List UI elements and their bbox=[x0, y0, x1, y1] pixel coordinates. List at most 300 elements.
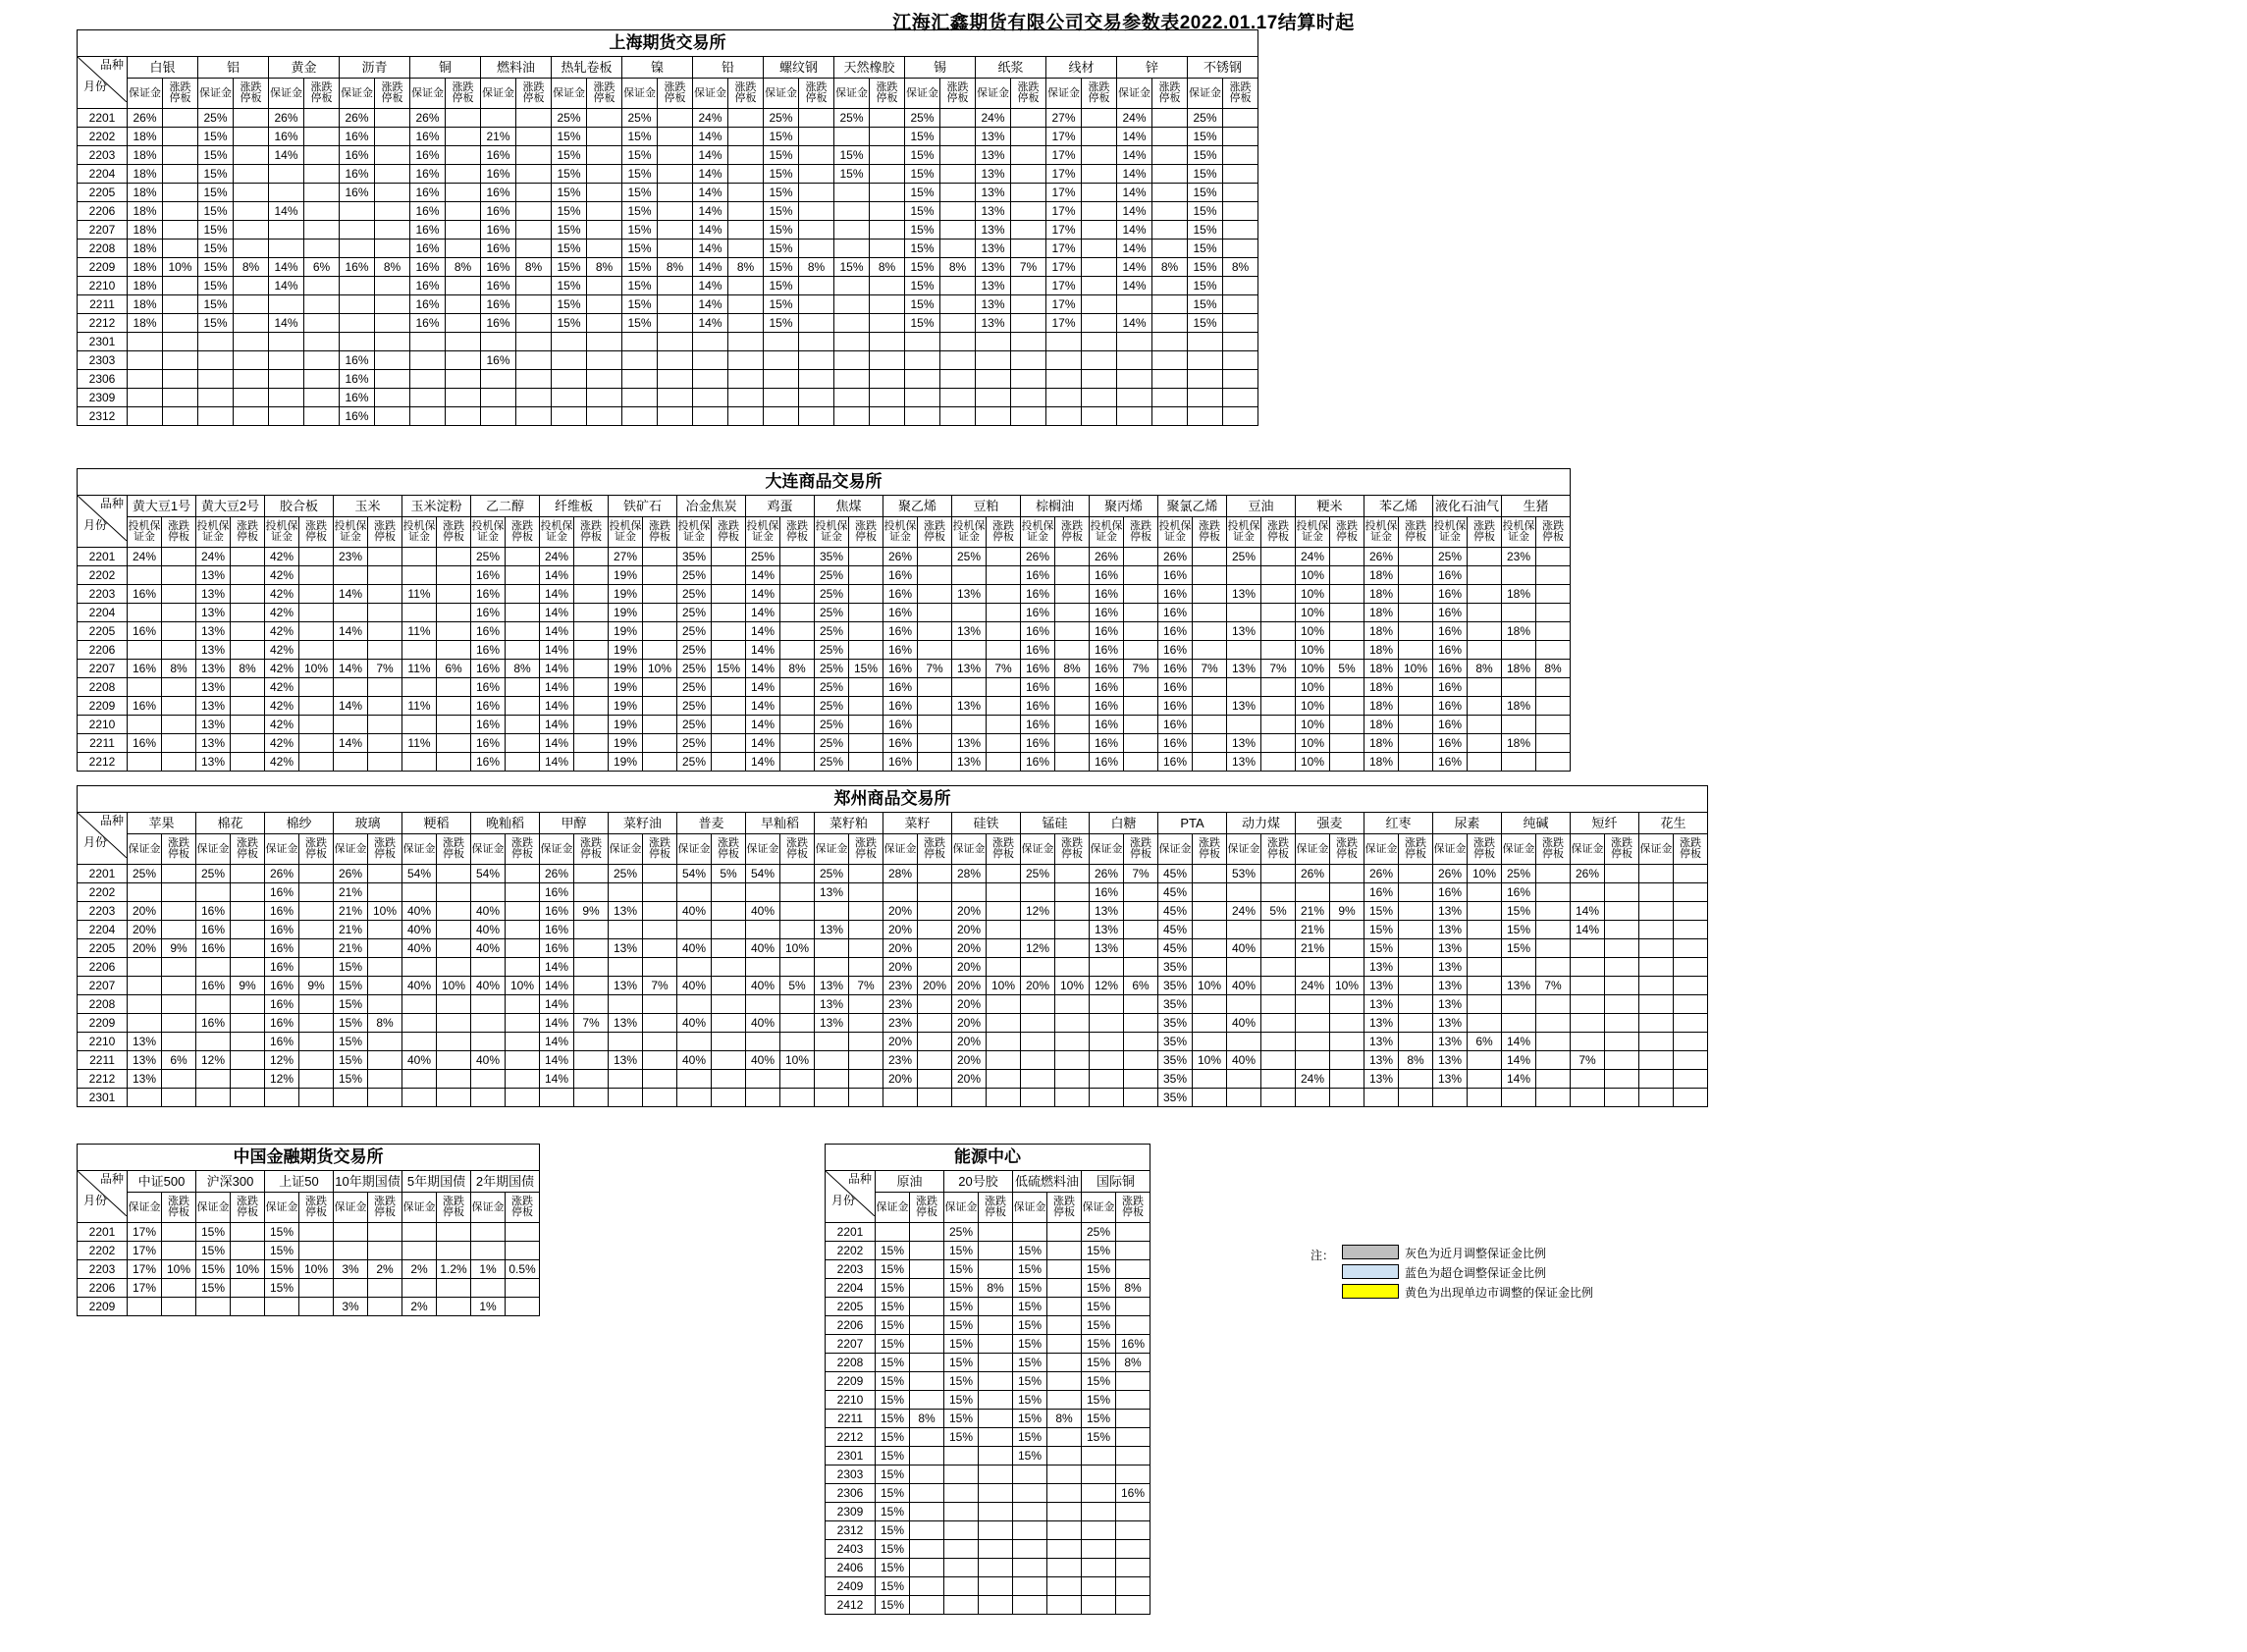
sub-header-limit: 涨跌 停板 bbox=[979, 1193, 1013, 1223]
value-cell bbox=[552, 389, 587, 407]
value-cell: 15% bbox=[905, 314, 940, 333]
value-cell bbox=[196, 1070, 231, 1089]
value-cell bbox=[1605, 883, 1639, 902]
value-cell bbox=[1468, 641, 1502, 660]
value-cell bbox=[587, 128, 622, 146]
value-cell bbox=[437, 548, 471, 566]
product-header: 豆粕 bbox=[952, 496, 1021, 517]
value-cell bbox=[437, 1242, 471, 1260]
value-cell bbox=[1571, 958, 1605, 977]
month-cell: 2303 bbox=[826, 1465, 876, 1484]
value-cell bbox=[269, 221, 304, 240]
value-cell bbox=[643, 678, 677, 697]
value-cell bbox=[1193, 585, 1227, 604]
value-cell: 16% bbox=[196, 939, 231, 958]
value-cell bbox=[622, 370, 658, 389]
value-cell: 16% bbox=[471, 753, 506, 772]
value-cell bbox=[940, 240, 976, 258]
value-cell bbox=[437, 734, 471, 753]
value-cell bbox=[1090, 1089, 1124, 1107]
value-cell: 13% bbox=[609, 939, 643, 958]
value-cell bbox=[128, 351, 163, 370]
value-cell: 16% bbox=[471, 697, 506, 716]
value-cell: 16% bbox=[1158, 697, 1193, 716]
value-cell: 42% bbox=[265, 660, 299, 678]
value-cell: 16% bbox=[1433, 566, 1468, 585]
value-cell bbox=[299, 1223, 334, 1242]
value-cell bbox=[162, 622, 196, 641]
value-cell: 14% bbox=[1502, 1033, 1536, 1051]
value-cell bbox=[446, 202, 481, 221]
month-cell: 2202 bbox=[78, 1242, 128, 1260]
value-cell bbox=[1082, 295, 1117, 314]
table-row bbox=[78, 184, 1258, 202]
value-cell: 16% bbox=[883, 641, 918, 660]
value-cell bbox=[299, 1070, 334, 1089]
sub-header-limit: 涨跌 停板 bbox=[1082, 79, 1117, 109]
value-cell bbox=[1152, 165, 1188, 184]
value-cell bbox=[402, 1223, 437, 1242]
value-cell bbox=[1046, 407, 1082, 426]
value-cell bbox=[231, 1070, 265, 1089]
value-cell bbox=[849, 1014, 883, 1033]
value-cell: 25% bbox=[677, 622, 712, 641]
value-cell bbox=[905, 333, 940, 351]
value-cell bbox=[944, 1484, 979, 1503]
value-cell bbox=[299, 566, 334, 585]
value-cell bbox=[728, 407, 764, 426]
value-cell bbox=[1399, 734, 1433, 753]
table-row bbox=[78, 660, 1571, 678]
value-cell bbox=[1011, 240, 1046, 258]
sub-header-limit: 涨跌 停板 bbox=[1536, 834, 1571, 865]
value-cell bbox=[163, 389, 198, 407]
value-cell: 24% bbox=[1296, 1070, 1330, 1089]
value-cell: 16% bbox=[1116, 1335, 1150, 1354]
value-cell: 20% bbox=[952, 1070, 987, 1089]
value-cell bbox=[1605, 939, 1639, 958]
value-cell bbox=[1124, 995, 1158, 1014]
value-cell: 25% bbox=[815, 566, 849, 585]
product-header: 纯碱 bbox=[1502, 813, 1571, 834]
legend-item bbox=[1342, 1264, 1593, 1281]
table-row bbox=[78, 921, 1708, 939]
value-cell: 10% bbox=[299, 1260, 334, 1279]
value-cell bbox=[437, 883, 471, 902]
value-cell bbox=[987, 883, 1021, 902]
value-cell bbox=[231, 1033, 265, 1051]
value-cell bbox=[1330, 1089, 1364, 1107]
value-cell: 16% bbox=[410, 314, 446, 333]
sub-header-margin: 保证金 bbox=[1296, 834, 1330, 865]
value-cell bbox=[1116, 1316, 1150, 1335]
value-cell: 17% bbox=[1046, 314, 1082, 333]
value-cell bbox=[162, 1033, 196, 1051]
product-header: 硅铁 bbox=[952, 813, 1021, 834]
value-cell: 13% bbox=[1227, 622, 1261, 641]
value-cell: 15% bbox=[764, 165, 799, 184]
value-cell bbox=[979, 1596, 1013, 1615]
value-cell bbox=[234, 407, 269, 426]
value-cell: 14% bbox=[1117, 314, 1152, 333]
value-cell: 17% bbox=[1046, 295, 1082, 314]
value-cell: 19% bbox=[609, 716, 643, 734]
value-cell bbox=[1116, 1559, 1150, 1577]
value-cell bbox=[1674, 865, 1708, 883]
value-cell bbox=[368, 921, 402, 939]
value-cell bbox=[1223, 370, 1258, 389]
value-cell: 14% bbox=[746, 660, 780, 678]
value-cell: 15% bbox=[944, 1260, 979, 1279]
value-cell: 18% bbox=[1364, 660, 1399, 678]
value-cell bbox=[234, 221, 269, 240]
value-cell bbox=[506, 1089, 540, 1107]
value-cell bbox=[780, 678, 815, 697]
value-cell: 7% bbox=[368, 660, 402, 678]
value-cell: 15% bbox=[876, 1354, 910, 1372]
value-cell bbox=[437, 1279, 471, 1298]
value-cell bbox=[918, 678, 952, 697]
value-cell bbox=[643, 585, 677, 604]
value-cell bbox=[506, 1279, 540, 1298]
value-cell: 25% bbox=[677, 734, 712, 753]
value-cell: 14% bbox=[746, 734, 780, 753]
value-cell bbox=[506, 1014, 540, 1033]
value-cell: 15% bbox=[876, 1372, 910, 1391]
value-cell: 12% bbox=[265, 1070, 299, 1089]
value-cell bbox=[1046, 333, 1082, 351]
sub-header-limit: 涨跌 停板 bbox=[1674, 834, 1708, 865]
value-cell: 15% bbox=[1188, 240, 1223, 258]
value-cell: 15% bbox=[622, 146, 658, 165]
value-cell bbox=[1152, 333, 1188, 351]
value-cell: 16% bbox=[1433, 697, 1468, 716]
product-header: 菜籽油 bbox=[609, 813, 677, 834]
value-cell bbox=[693, 407, 728, 426]
month-cell: 2211 bbox=[826, 1410, 876, 1428]
value-cell bbox=[1013, 1503, 1047, 1521]
value-cell: 16% bbox=[410, 221, 446, 240]
value-cell: 10% bbox=[780, 939, 815, 958]
value-cell: 16% bbox=[269, 128, 304, 146]
value-cell bbox=[437, 1014, 471, 1033]
value-cell bbox=[128, 958, 162, 977]
value-cell bbox=[849, 622, 883, 641]
value-cell bbox=[437, 865, 471, 883]
value-cell bbox=[1188, 370, 1223, 389]
value-cell bbox=[918, 1070, 952, 1089]
value-cell bbox=[1261, 958, 1296, 977]
value-cell bbox=[574, 678, 609, 697]
value-cell: 16% bbox=[883, 734, 918, 753]
value-cell bbox=[437, 1070, 471, 1089]
value-cell bbox=[870, 240, 905, 258]
sub-header-margin: 保证金 bbox=[410, 79, 446, 109]
value-cell bbox=[128, 1298, 162, 1316]
value-cell: 16% bbox=[481, 258, 516, 277]
value-cell bbox=[1011, 128, 1046, 146]
value-cell: 15% bbox=[1188, 146, 1223, 165]
sub-header-margin: 投机保 证金 bbox=[1227, 517, 1261, 548]
value-cell: 16% bbox=[1158, 641, 1193, 660]
value-cell bbox=[304, 146, 340, 165]
value-cell bbox=[1223, 221, 1258, 240]
value-cell: 18% bbox=[1502, 660, 1536, 678]
table-row bbox=[826, 1298, 1150, 1316]
value-cell: 15% bbox=[1188, 184, 1223, 202]
value-cell: 42% bbox=[265, 641, 299, 660]
value-cell bbox=[1399, 958, 1433, 977]
value-cell bbox=[299, 1033, 334, 1051]
sub-header-margin: 保证金 bbox=[552, 79, 587, 109]
value-cell bbox=[471, 883, 506, 902]
value-cell: 19% bbox=[609, 660, 643, 678]
value-cell bbox=[299, 585, 334, 604]
value-cell bbox=[712, 566, 746, 585]
month-cell: 2212 bbox=[78, 314, 128, 333]
value-cell bbox=[1055, 1014, 1090, 1033]
value-cell: 14% bbox=[540, 1014, 574, 1033]
sub-header-margin: 保证金 bbox=[1158, 834, 1193, 865]
value-cell bbox=[918, 753, 952, 772]
value-cell bbox=[849, 753, 883, 772]
value-cell bbox=[234, 165, 269, 184]
value-cell bbox=[516, 146, 552, 165]
value-cell bbox=[658, 351, 693, 370]
value-cell: 14% bbox=[693, 221, 728, 240]
value-cell: 25% bbox=[677, 660, 712, 678]
value-cell: 7% bbox=[1124, 660, 1158, 678]
value-cell bbox=[231, 697, 265, 716]
value-cell: 20% bbox=[883, 902, 918, 921]
value-cell: 16% bbox=[340, 370, 375, 389]
value-cell bbox=[979, 1223, 1013, 1242]
value-cell: 18% bbox=[1364, 641, 1399, 660]
value-cell: 16% bbox=[1021, 622, 1055, 641]
value-cell: 25% bbox=[815, 865, 849, 883]
value-cell bbox=[446, 295, 481, 314]
product-header: 动力煤 bbox=[1227, 813, 1296, 834]
value-cell: 28% bbox=[952, 865, 987, 883]
value-cell: 16% bbox=[265, 939, 299, 958]
value-cell bbox=[304, 165, 340, 184]
value-cell: 15% bbox=[876, 1391, 910, 1410]
product-header: 聚乙烯 bbox=[883, 496, 952, 517]
value-cell bbox=[979, 1354, 1013, 1372]
value-cell bbox=[746, 921, 780, 939]
product-header: 花生 bbox=[1639, 813, 1708, 834]
value-cell: 25% bbox=[834, 109, 870, 128]
value-cell bbox=[1082, 333, 1117, 351]
value-cell bbox=[1261, 548, 1296, 566]
value-cell bbox=[481, 370, 516, 389]
value-cell bbox=[1013, 1596, 1047, 1615]
value-cell bbox=[163, 128, 198, 146]
value-cell: 10% bbox=[163, 258, 198, 277]
value-cell bbox=[1082, 277, 1117, 295]
value-cell: 15% bbox=[334, 1070, 368, 1089]
value-cell bbox=[410, 389, 446, 407]
month-cell: 2212 bbox=[78, 753, 128, 772]
value-cell bbox=[299, 921, 334, 939]
value-cell: 25% bbox=[1502, 865, 1536, 883]
value-cell: 13% bbox=[1227, 585, 1261, 604]
value-cell: 13% bbox=[1364, 995, 1399, 1014]
value-cell: 17% bbox=[128, 1260, 162, 1279]
value-cell: 26% bbox=[269, 109, 304, 128]
sub-header-limit: 涨跌 停板 bbox=[643, 517, 677, 548]
sub-header-limit: 涨跌 停板 bbox=[299, 517, 334, 548]
value-cell bbox=[1116, 1465, 1150, 1484]
value-cell bbox=[780, 641, 815, 660]
value-cell bbox=[1047, 1577, 1082, 1596]
value-cell bbox=[1296, 1089, 1330, 1107]
product-header: 纸浆 bbox=[976, 57, 1046, 79]
value-cell bbox=[1193, 958, 1227, 977]
value-cell bbox=[1261, 678, 1296, 697]
value-cell: 15% bbox=[1013, 1316, 1047, 1335]
value-cell bbox=[712, 977, 746, 995]
value-cell: 20% bbox=[883, 1033, 918, 1051]
value-cell bbox=[481, 333, 516, 351]
value-cell bbox=[1116, 1391, 1150, 1410]
sub-header-limit: 涨跌 停板 bbox=[1055, 517, 1090, 548]
value-cell bbox=[643, 865, 677, 883]
value-cell: 14% bbox=[1117, 258, 1152, 277]
value-cell bbox=[299, 678, 334, 697]
value-cell: 15% bbox=[905, 202, 940, 221]
value-cell bbox=[780, 604, 815, 622]
value-cell: 5% bbox=[1330, 660, 1364, 678]
value-cell bbox=[368, 734, 402, 753]
value-cell bbox=[910, 1484, 944, 1503]
value-cell bbox=[658, 184, 693, 202]
value-cell bbox=[1330, 995, 1364, 1014]
value-cell: 13% bbox=[128, 1070, 162, 1089]
value-cell bbox=[437, 902, 471, 921]
exchange-title: 上海期货交易所 bbox=[78, 30, 1258, 57]
value-cell bbox=[1330, 939, 1364, 958]
table-row bbox=[78, 1033, 1708, 1051]
value-cell: 16% bbox=[1433, 622, 1468, 641]
value-cell bbox=[128, 1014, 162, 1033]
value-cell bbox=[1193, 622, 1227, 641]
value-cell bbox=[1021, 1014, 1055, 1033]
month-cell: 2207 bbox=[78, 977, 128, 995]
section-cffex bbox=[77, 1144, 540, 1316]
value-cell bbox=[780, 883, 815, 902]
value-cell: 25% bbox=[677, 678, 712, 697]
value-cell bbox=[587, 407, 622, 426]
value-cell bbox=[574, 585, 609, 604]
value-cell: 14% bbox=[540, 678, 574, 697]
value-cell: 40% bbox=[746, 977, 780, 995]
value-cell: 15% bbox=[764, 202, 799, 221]
value-cell bbox=[1261, 697, 1296, 716]
value-cell bbox=[368, 1223, 402, 1242]
value-cell: 25% bbox=[622, 109, 658, 128]
month-cell: 2201 bbox=[78, 548, 128, 566]
value-cell bbox=[910, 1577, 944, 1596]
value-cell: 16% bbox=[1433, 585, 1468, 604]
month-cell: 2406 bbox=[826, 1559, 876, 1577]
value-cell: 26% bbox=[1090, 548, 1124, 566]
value-cell bbox=[304, 221, 340, 240]
value-cell: 10% bbox=[1296, 622, 1330, 641]
value-cell bbox=[910, 1354, 944, 1372]
value-cell bbox=[1021, 995, 1055, 1014]
value-cell: 15% bbox=[834, 258, 870, 277]
value-cell bbox=[1399, 548, 1433, 566]
table-row bbox=[826, 1540, 1150, 1559]
value-cell bbox=[375, 202, 410, 221]
value-cell bbox=[910, 1540, 944, 1559]
value-cell bbox=[299, 548, 334, 566]
value-cell: 8% bbox=[446, 258, 481, 277]
value-cell bbox=[265, 1089, 299, 1107]
value-cell bbox=[162, 734, 196, 753]
value-cell: 18% bbox=[128, 314, 163, 333]
value-cell: 16% bbox=[471, 734, 506, 753]
value-cell: 40% bbox=[402, 902, 437, 921]
value-cell: 15% bbox=[552, 314, 587, 333]
value-cell: 16% bbox=[1433, 678, 1468, 697]
value-cell bbox=[658, 165, 693, 184]
value-cell bbox=[1055, 641, 1090, 660]
value-cell: 40% bbox=[1227, 939, 1261, 958]
value-cell bbox=[1261, 1070, 1296, 1089]
value-cell: 23% bbox=[883, 977, 918, 995]
table-row bbox=[78, 939, 1708, 958]
value-cell bbox=[516, 109, 552, 128]
sub-header-limit: 涨跌 停板 bbox=[516, 79, 552, 109]
value-cell bbox=[910, 1503, 944, 1521]
value-cell: 13% bbox=[952, 660, 987, 678]
value-cell bbox=[128, 753, 162, 772]
value-cell bbox=[304, 240, 340, 258]
value-cell: 24% bbox=[1117, 109, 1152, 128]
value-cell: 15% bbox=[552, 128, 587, 146]
sub-header-margin: 投机保 证金 bbox=[1364, 517, 1399, 548]
product-header: 白糖 bbox=[1090, 813, 1158, 834]
value-cell bbox=[437, 1051, 471, 1070]
corner-header bbox=[78, 813, 128, 865]
value-cell bbox=[940, 407, 976, 426]
value-cell: 14% bbox=[269, 277, 304, 295]
value-cell: 15% bbox=[1188, 314, 1223, 333]
value-cell: 16% bbox=[410, 240, 446, 258]
value-cell bbox=[944, 1577, 979, 1596]
value-cell bbox=[677, 958, 712, 977]
value-cell: 15% bbox=[876, 1410, 910, 1428]
value-cell bbox=[799, 240, 834, 258]
value-cell bbox=[1116, 1428, 1150, 1447]
value-cell: 5% bbox=[712, 865, 746, 883]
sub-header-margin: 保证金 bbox=[1188, 79, 1223, 109]
value-cell: 26% bbox=[1364, 548, 1399, 566]
value-cell: 8% bbox=[1468, 660, 1502, 678]
value-cell bbox=[506, 585, 540, 604]
table-row bbox=[78, 753, 1571, 772]
value-cell: 13% bbox=[1364, 1033, 1399, 1051]
value-cell bbox=[1047, 1559, 1082, 1577]
value-cell bbox=[658, 370, 693, 389]
value-cell: 17% bbox=[1046, 165, 1082, 184]
value-cell: 15% bbox=[764, 258, 799, 277]
value-cell bbox=[712, 1089, 746, 1107]
value-cell: 16% bbox=[340, 184, 375, 202]
value-cell bbox=[1082, 184, 1117, 202]
